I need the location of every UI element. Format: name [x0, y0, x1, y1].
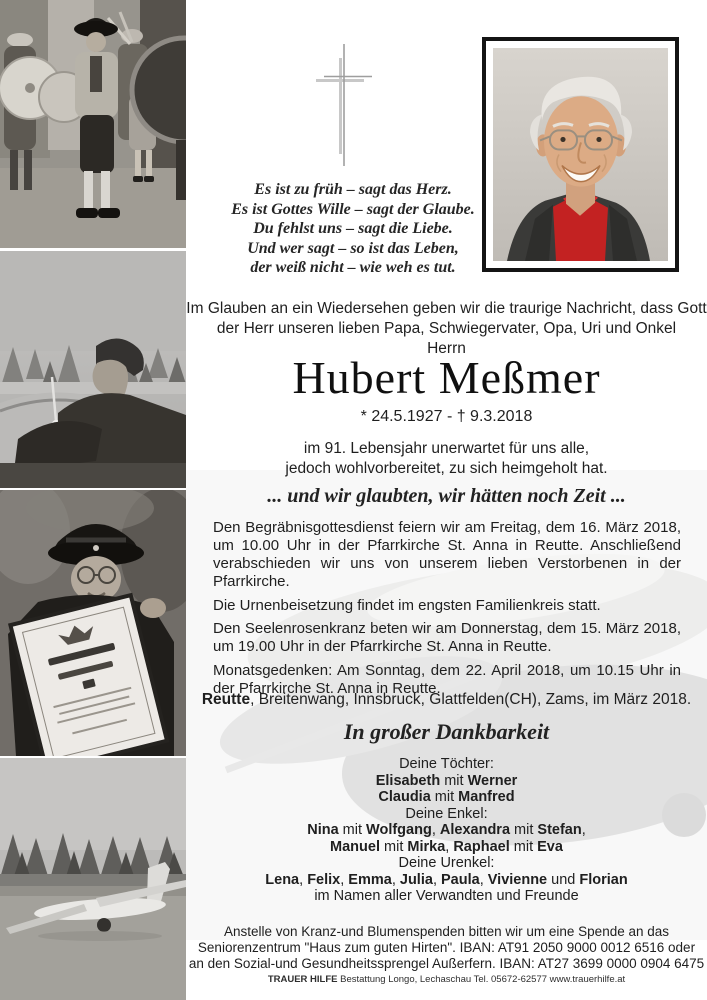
deceased-name: Hubert Meßmer [292, 352, 601, 403]
memorial-cross-icon [314, 42, 394, 172]
glider-landing-photo [0, 758, 186, 1000]
text-line: Manuel mit Mirka, Raphael mit Eva [330, 838, 563, 855]
text-line: der weiß nicht – wie weh es tut. [250, 259, 456, 276]
family-list [186, 756, 707, 905]
text-line: an den Sozial-und Gesundheitssprengel Außerfern. IBAN: AT27 3699 0000 0904 6475 [188, 956, 705, 971]
text-line: der Herr unseren lieben Papa, Schwiegervater, Opa, Uri und Onkel [216, 319, 677, 337]
text-line: Im Glauben an ein Wiedersehen geben wir die traurige Nachricht, dass Gott [186, 300, 707, 317]
man-with-certificate-photo [0, 490, 186, 756]
text-line: Es ist zu früh – sagt das Herz. [254, 181, 452, 198]
service-details [213, 519, 681, 703]
birth-death-dates: * 24.5.1927 - † 9.3.2018 [360, 408, 533, 425]
text-line: Elisabeth mit Werner [375, 772, 518, 789]
text-line: Anstelle von Kranz-und Blumenspenden bitten wir um eine Spende an das [223, 924, 670, 939]
donation-note [186, 924, 707, 972]
funeral-home-footer: TRAUER HILFE Bestattung Longo, Lechaschau Tel. 05672-62577 www.trauerhilfe.at [267, 974, 626, 985]
text-line: im 91. Lebensjahr unerwartet für uns alle, [303, 440, 590, 457]
text-line: Und wer sagt – so ist das Leben, [247, 239, 459, 257]
text-line: Du fehlst uns – sagt die Liebe. [253, 220, 453, 237]
text-line: jedoch wohlvorbereitet, zu sich heimgeholt hat. [285, 459, 608, 477]
text-line: Nina mit Wolfgang, Alexandra mit Stefan, [307, 822, 586, 838]
gratitude-title: In großer Dankbarkeit [343, 719, 550, 744]
salutation: Herrn [427, 340, 466, 357]
text-line: Lena, Felix, Emma, Julia, Paula, Vivienne und Florian [265, 871, 628, 888]
text-line: Seniorenzentrum "Haus zum guten Hirten". IBAN: AT91 2050 9000 0012 6516 oder [197, 940, 696, 955]
age-text [186, 439, 707, 478]
text-line: Den Seelenrosenkranz beten wir am Donnerstag, dem 15. März 2018, um 19.00 Uhr in der Pfarrkirche St. Anna in Reutte. [213, 620, 681, 655]
portrait-photo [493, 48, 668, 261]
text-line: Deine Töchter: [399, 756, 494, 772]
photo-strip [0, 0, 186, 1000]
text-line: Deine Urenkel: [398, 855, 495, 871]
marching-band-photo [0, 0, 186, 248]
text-line: Die Urnenbeisetzung findet im engsten Familienkreis statt. [213, 596, 601, 614]
text-line: Es ist Gottes Wille – sagt der Glaube. [231, 200, 475, 218]
memorial-poem [188, 180, 518, 278]
announcement-text [186, 299, 707, 338]
man-in-glider-cockpit-photo [0, 251, 186, 488]
content-area [186, 0, 707, 1000]
memorial-quote: ... und wir glaubten, wir hätten noch Zeit ... [267, 485, 626, 507]
text-line: Deine Enkel: [405, 805, 488, 822]
cities-date-line: Reutte, Breitenwang, Innsbruck, Glattfelden(CH), Zams, im März 2018. [201, 691, 692, 708]
text-line: Monatsgedenken: Am Sonntag, dem 22. April 2018, um 10.15 Uhr in der Pfarrkirche St. Anna in Reutte. [213, 661, 681, 697]
text-line: im Namen aller Verwandten und Freunde [314, 888, 579, 904]
text-line: Den Begräbnisgottesdienst feiern wir am Freitag, dem 16. März 2018, um 10.00 Uhr in der Pfarrkirche St. Anna in Reutte. Anschließend verabschieden wir uns von unserem lieben Verstorbenen in der Pfarrkirche. [213, 519, 681, 590]
text-line: Claudia mit Manfred [378, 789, 515, 805]
